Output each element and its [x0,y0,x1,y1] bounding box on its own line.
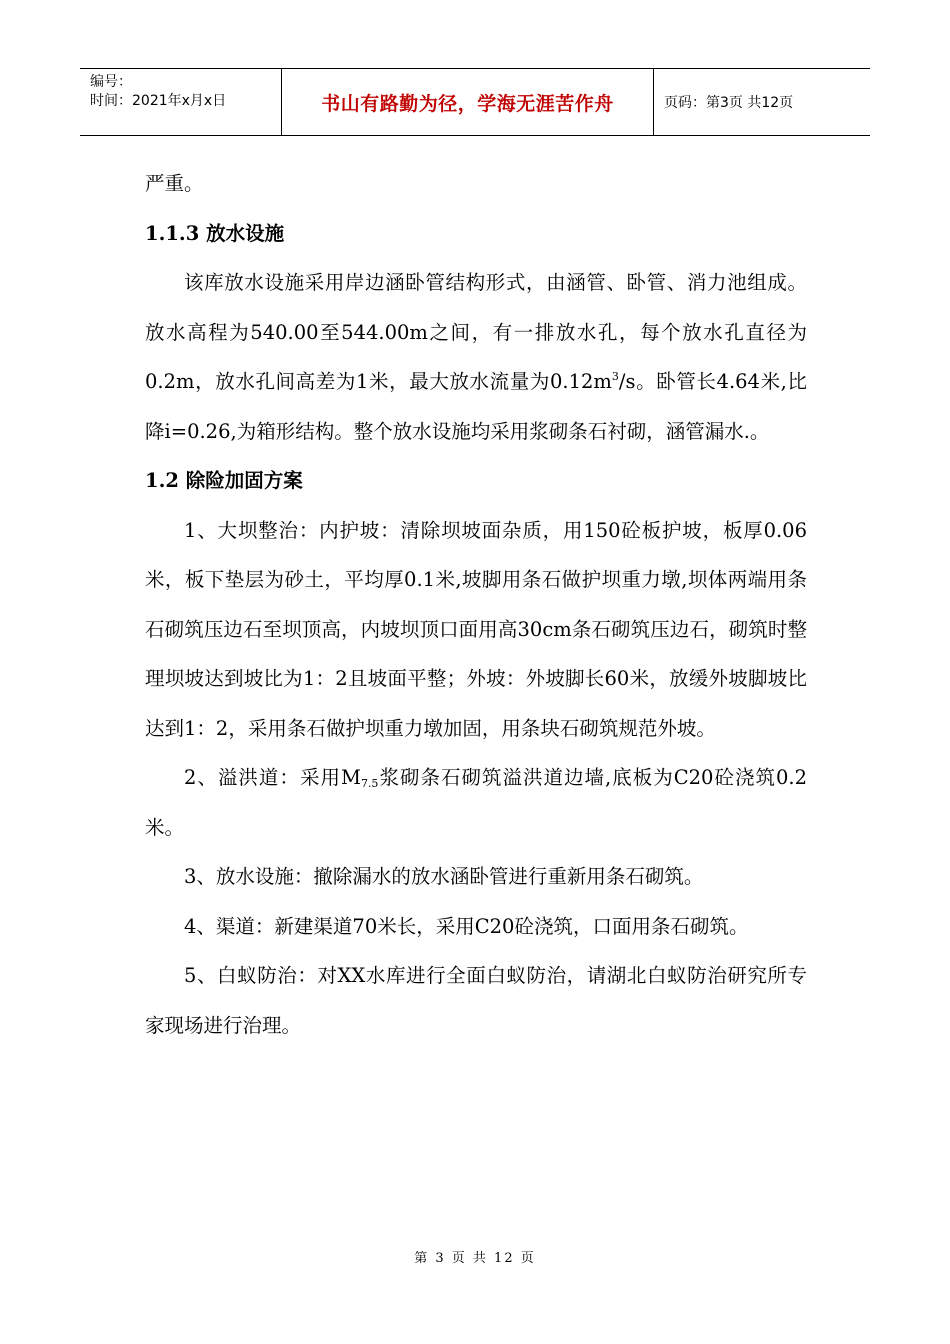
page-header [80,68,870,136]
paragraph-continuation: 严重。 [145,172,204,195]
section-heading-1-1-3: 1.1.3 放水设施 [145,221,285,245]
time-label: 时间：2021年x月x日 [90,93,227,109]
page-footer: 第 3 页 共 12 页 [414,1251,536,1266]
subscript: 7.5 [360,777,379,790]
header-motto: 书山有路勤为径，学海无涯苦作舟 [282,69,654,135]
number-label: 编号： [90,74,132,90]
header-page-label: 页码：第3页 共12页 [664,95,794,111]
paragraph-text: 浆砌条石砌筑溢洪道边墙,底板为C20砼浇筑0.2米。 [145,766,808,839]
paragraph-text: 0.12m [550,370,612,393]
document-body [145,159,807,1050]
list-item-termite: 5、白蚁防治：对XX水库进行全面白蚁防治，请湖北白蚁防治研究所专家现场进行治理。 [145,964,807,1037]
list-item-spillway [145,753,807,852]
list-item-outlet: 3、放水设施：撤除漏水的放水涵卧管进行重新用条石砌筑。 [184,865,704,888]
paragraph-text: /s。卧管长4.64米,比降i=0.26,为箱形结构。整个放水设施均采用浆砌条石衬砌，涵管漏水.。 [145,370,807,443]
paragraph-text: 该库放水设施采用岸边涵卧管结构形式，由涵管、卧管、消力池组成。放水高程为540.00至544.00m之间，有一排放水孔，每个放水孔直径为0.2m，放水孔间高差为1米，最大放水流量为 [145,271,807,393]
list-item-canal: 4、渠道：新建渠道70米长，采用C20砼浇筑，口面用条石砌筑。 [184,914,749,938]
paragraph-outlet-facility [145,258,807,456]
superscript: 3 [611,370,619,383]
header-meta [80,69,282,135]
paragraph-text: 2、溢洪道：采用M [184,766,361,789]
section-heading-1-2: 1.2 除险加固方案 [145,469,303,492]
list-item-dam: 1、大坝整治：内护坡：清除坝坡面杂质，用150砼板护坡，板厚0.06米，板下垫层为砂土，平均厚0.1米,坡脚用条石做护坝重力墩,坝体两端用条石砌筑压边石至坝顶高，内坡坝顶口面用高30cm条石砌筑压边石，砌筑时整理坝坡达到坡比为1：2且坡面平整；外坡：外坡脚长60米，放缓外坡脚坡比达到1：2，采用条石做护坝重力墩加固，用条块石砌筑规范外坡。 [145,518,807,740]
